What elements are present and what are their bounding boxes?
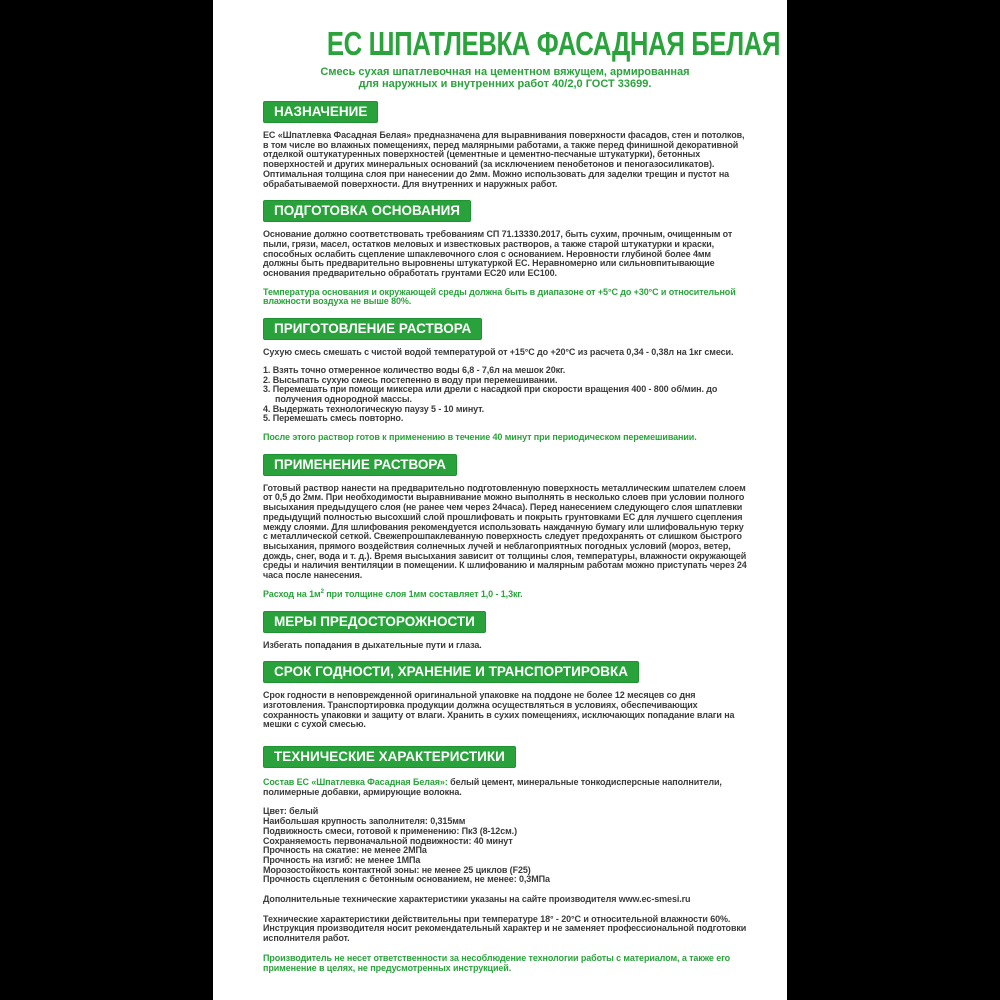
composition-value: белый цемент, минеральные тонкодисперсные наполнители, полимерные добавки, армирующие волокна. xyxy=(263,777,722,797)
disclaimer-text: Производитель не несет ответственности за несоблюдение технологии работы с материалом, а также его применение в целях, не предусмотренных инструкцией. xyxy=(263,952,731,973)
spec-mobility-retention: Сохраняемость первоначальной подвижности: 40 минут xyxy=(263,835,513,846)
mixing-step-1: 1. Взять точно отмеренное количество воды 6,8 - 7,6л на мешок 20кг. xyxy=(263,364,566,375)
purpose-text: ЕС «Шпатлевка Фасадная Белая» предназначена для выравнивания поверхности фасадов, стен и потолков, в том числе во влажных помещениях, перед малярными работами, а также перед финишной декоративной отделкой оштукатуренных поверхностей (цементные и цементно-песчаные штукатурки), бетонных поверхностей и других минеральных оснований (за исключением пенобетонов и пеногазосиликатов). Оптимальная толщина слоя при нанесении до 2мм. Можно использовать для заделки трещин и пустот на обрабатываемой поверхности. Для внутренних и наружных работ. xyxy=(263,130,745,189)
page-subtitle xyxy=(263,66,747,90)
composition-label: Состав ЕС «Шпатлевка Фасадная Белая»: xyxy=(263,777,448,788)
website-note: Дополнительные технические характеристики указаны на сайте производителя www.ec-smesi.ru xyxy=(263,894,691,905)
page-subtitle-line1: Смесь сухая шпатлевочная на цементном вяжущем, армированная xyxy=(320,66,690,78)
section-heading-specs: ТЕХНИЧЕСКИЕ ХАРАКТЕРИСТИКИ xyxy=(263,746,516,768)
section-heading-storage: СРОК ГОДНОСТИ, ХРАНЕНИЕ И ТРАНСПОРТИРОВКА xyxy=(263,661,639,683)
mixing-ready-note: После этого раствор готов к применению в течение 40 минут при периодическом перемешивании. xyxy=(263,432,697,443)
page-title xyxy=(263,25,781,62)
spec-flexural-strength: Прочность на изгиб: не менее 1МПа xyxy=(263,854,421,865)
section-heading-purpose: НАЗНАЧЕНИЕ xyxy=(263,101,378,123)
storage-text: Срок годности в неповрежденной оригинальной упаковке на поддоне не более 12 месяцев со дня изготовления. Транспортировка продукции должна осуществляться в условиях, обеспечивающих сохранность упаковки и защиту от влаги. Хранить в сухих помещениях, исключающих попадание влаги на мешки с сухой смесью. xyxy=(263,690,735,730)
consumption-note xyxy=(263,590,747,600)
precautions-text: Избегать попадания в дыхательные пути и глаза. xyxy=(263,639,482,650)
spec-mobility: Подвижность смеси, готовой к применению: Пк3 (8-12см.) xyxy=(263,825,517,836)
specs-list xyxy=(263,807,747,885)
base-preparation-temperature-note: Температура основания и окружающей среды должна быть в диапазоне от +5°С до +30°С и относительной влажности воздуха не выше 80%. xyxy=(263,286,736,307)
mixing-step-2: 2. Высыпать сухую смесь постепенно в воду при перемешивании. xyxy=(263,374,558,385)
spec-color: Цвет: белый xyxy=(263,806,319,817)
document-page xyxy=(213,0,787,1000)
spec-frost-resistance: Морозостойкость контактной зоны: не менее 25 циклов (F25) xyxy=(263,864,531,875)
spec-adhesion: Прочность сцепления с бетонным основанием, не менее: 0,3МПа xyxy=(263,874,550,885)
consumption-note-superscript: 2 xyxy=(320,588,324,595)
validity-text: Технические характеристики действительны при температуре 18° - 20°С и относительной влажности 60%. Инструкция производителя носит рекомендательный характер и не заменяет профессиональной подготовки исполнителя работ. xyxy=(263,913,747,944)
page-subtitle-line2: для наружных и внутренних работ 40/2,0 ГОСТ 33699. xyxy=(358,78,652,90)
consumption-note-prefix: Расход на 1м xyxy=(263,588,321,599)
mixing-step-3: 3. Перемешать при помощи миксера или дрели с насадкой при скорости вращения 400 - 800 об/мин. до получения однородной массы. xyxy=(263,384,718,404)
section-heading-mixing: ПРИГОТОВЛЕНИЕ РАСТВОРА xyxy=(263,318,482,340)
section-heading-precautions: МЕРЫ ПРЕДОСТОРОЖНОСТИ xyxy=(263,611,486,633)
mixing-step-4: 4. Выдержать технологическую паузу 5 - 10 минут. xyxy=(263,403,485,414)
consumption-note-suffix: при толщине слоя 1мм составляет 1,0 - 1,3кг. xyxy=(323,588,523,599)
section-heading-application: ПРИМЕНЕНИЕ РАСТВОРА xyxy=(263,454,457,476)
section-heading-base-preparation: ПОДГОТОВКА ОСНОВАНИЯ xyxy=(263,200,471,222)
page-title-text: ЕС ШПАТЛЕВКА ФАСАДНАЯ БЕЛАЯ xyxy=(326,25,781,62)
spec-max-grain: Наибольшая крупность заполнителя: 0,315мм xyxy=(263,816,466,827)
spec-compressive-strength: Прочность на сжатие: не менее 2МПа xyxy=(263,845,427,856)
composition-text xyxy=(263,778,747,797)
base-preparation-text: Основание должно соответствовать требованиям СП 71.13330.2017, быть сухим, прочным, очищенным от пыли, грязи, масел, остатков меловых и известковых растворов, а также старой штукатурки и краски, способных ослабить сцепление шпаклевочного слоя с основанием. Неровности глубиной более 4мм должны быть предварительно выровнены штукатуркой ЕС. Неравномерно или сильновпитывающие основания предварительно обработать грунтами ЕС20 или ЕС100. xyxy=(263,229,733,279)
mixing-steps-list xyxy=(263,366,747,424)
mixing-step-5: 5. Перемешать смесь повторно. xyxy=(263,413,404,424)
application-text: Готовый раствор нанести на предварительно подготовленную поверхность металлическим шпателем слоем от 0,5 до 2мм. При необходимости выравнивание можно выполнять в несколько слоев при условии полного высыхания предыдущего слоя (не ранее чем через 24часа). Перед нанесением следующего слоя шпатлевки предыдущий полностью высохший слой прошлифовать и покрыть грунтовками ЕС для лучшего сцепления между слоями. Для шлифования рекомендуется использовать наждачную бумагу или шлифовальную терку с металлической сеткой. Свежепрошпаклеванную поверхность следует предохранять от слишком быстрого высыхания, прямого воздействия солнечных лучей и неблагоприятных погодных условий (мороз, ветер, дождь, снег, вода и т. д.). Время высыхания зависит от толщины слоя, температуры, влажности окружающей среды и наличия вентиляции в помещении. К шлифованию и малярным работам можно приступать через 24 часа после нанесения. xyxy=(263,482,747,581)
mixing-intro-text: Сухую смесь смешать с чистой водой температурой от +15°С до +20°С из расчета 0,34 - 0,38л на 1кг смеси. xyxy=(263,347,734,358)
